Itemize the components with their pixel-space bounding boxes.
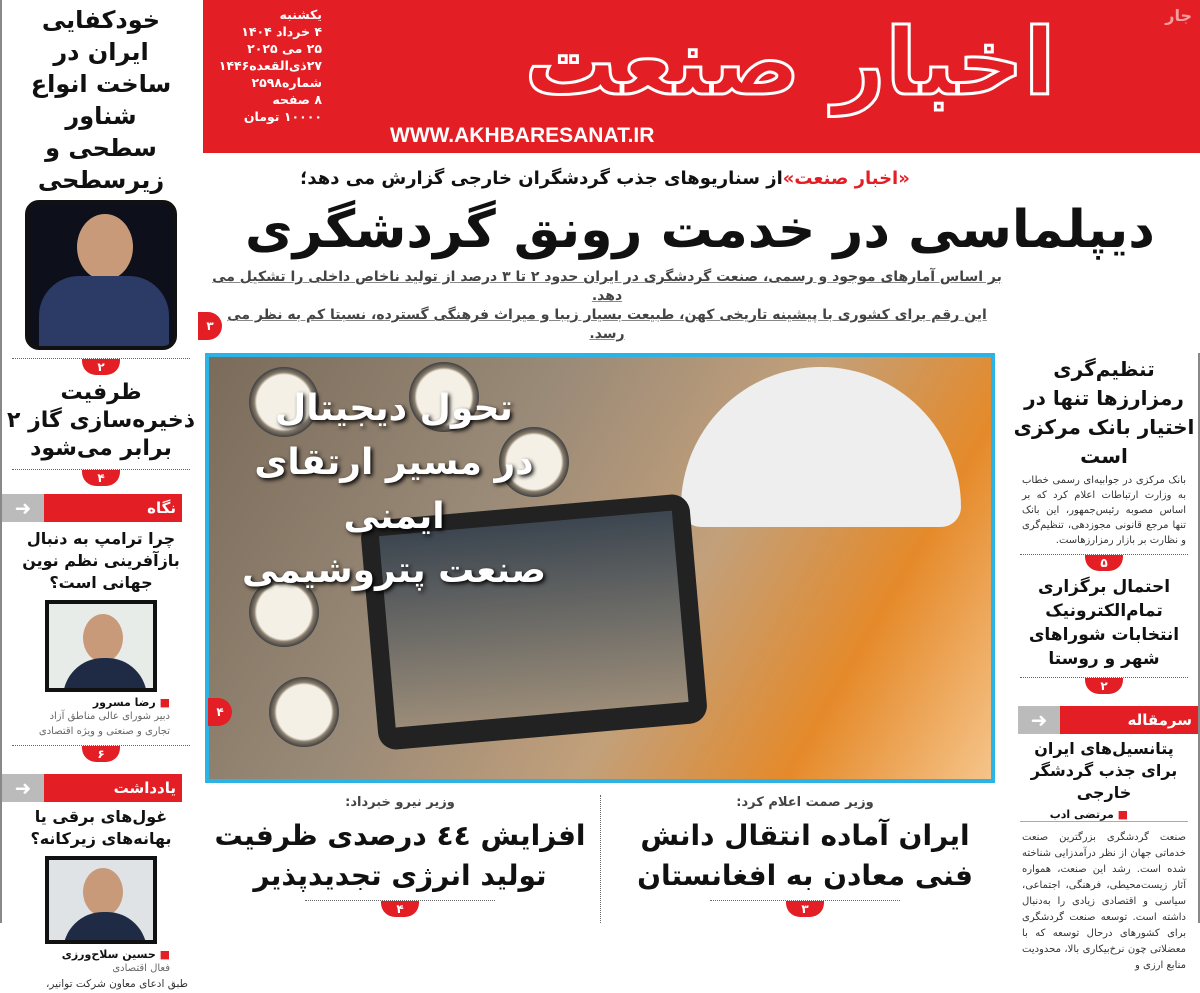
lead-kicker — [200, 166, 1010, 192]
date-solar: ۴ خرداد ۱۴۰۴ — [241, 24, 322, 39]
page-badge[interactable]: ۴ — [208, 698, 232, 726]
story-headline[interactable]: ظرفیت ذخیره‌سازی گاز ۲ برابر می‌شود — [7, 380, 195, 461]
story-renewables[interactable] — [205, 795, 595, 917]
story-kicker: وزیر صمت اعلام کرد: — [736, 795, 874, 810]
author-role: تجاری و صنعتی و ویژه اقتصادی — [38, 726, 170, 737]
photo-title-line: در مسیر ارتقای ایمنی — [254, 442, 534, 537]
story-headline[interactable]: پتانسیل‌های ایران برای جذب گردشگر خارجی — [1030, 739, 1178, 802]
author-name: ■ حسین سلاح‌ورزی — [2, 948, 200, 961]
masthead — [203, 0, 1200, 153]
right-column — [1010, 353, 1200, 971]
left-column — [0, 0, 200, 990]
face — [83, 614, 123, 662]
story-headline: افزایش ٤٤ درصدی ظرفیت تولید انرژی تجدیدپذیر — [214, 819, 586, 892]
general-photo — [25, 200, 177, 350]
helmet — [681, 367, 961, 527]
author-name: ■ مرتضی ادب — [1020, 808, 1188, 822]
story-headline[interactable]: تنظیم‌گری رمزارزها تنها در اختیار بانک مرکزی است — [1013, 357, 1195, 468]
section-label: نگاه — [44, 494, 182, 522]
summary-line: این رقم برای کشوری با پیشینه تاریخی کهن، طبیعت بسیار زیبا و میراث فرهنگی گسترده، نسبتا کم به نظر می رسد. — [227, 307, 987, 342]
issue-number: شماره۲۵۹۸ — [251, 75, 322, 90]
page-badge[interactable]: ۵ — [1085, 555, 1123, 571]
section-header-yaddasht — [2, 774, 182, 802]
watermark: جار — [1165, 6, 1192, 25]
photo-title-line: تحول دیجیتال — [275, 388, 513, 429]
page-badge[interactable]: ۳ — [786, 901, 824, 917]
lead-headline[interactable]: دیپلماسی در خدمت رونق گردشگری — [245, 200, 1155, 260]
price: ۱۰۰۰۰ تومان — [243, 109, 322, 124]
arrow-icon: ➜ — [2, 494, 44, 522]
date-lunar: ۲۷ذی‌القعده۱۴۴۶ — [218, 58, 322, 73]
suit — [63, 658, 147, 692]
story-body: بانک مرکزی در جوابیه‌ای رسمی خطاب به وزارت ارتباطات اعلام کرد که بر اساس مصوبه رئیس‌جمهور، این بانک تنها مرجع قانونی مجوزدهی، تنظیم‌گری و نظارت بر بازار رمزارزهاست. — [1022, 475, 1186, 546]
author-role: دبیر شورای عالی مناطق آزاد — [49, 711, 170, 722]
arrow-icon: ➜ — [1018, 706, 1060, 734]
photo-title-line: صنعت پتروشیمی — [241, 550, 547, 591]
page-badge[interactable]: ۲ — [1085, 678, 1123, 694]
story-headline: خودکفایی ایران در ساخت انواع شناور سطحی و زیرسطحی — [30, 6, 172, 194]
section-label: سرمقاله — [1060, 706, 1198, 734]
uniform — [39, 276, 169, 350]
divider — [600, 795, 601, 923]
weekday: یکشنبه — [279, 7, 322, 22]
story-shenavar[interactable] — [2, 0, 200, 350]
author-name: ■ رضا مسرور — [2, 696, 200, 709]
story-headline: ایران آماده انتقال دانش فنی معادن به افغانستان — [637, 819, 973, 892]
newspaper-logo: اخبار صنعت — [524, 9, 1056, 116]
arrow-icon: ➜ — [2, 774, 44, 802]
date-gregorian: ۲۵ می ۲۰۲۵ — [247, 41, 322, 56]
page-count: ۸ صفحه — [272, 92, 322, 107]
section-header-negah — [2, 494, 182, 522]
section-header-editorial — [1018, 706, 1198, 734]
story-headline[interactable]: احتمال برگزاری تمام‌الکترونیک انتخابات شوراهای شهر و روستا — [1028, 577, 1180, 669]
page-badge[interactable]: ۴ — [381, 901, 419, 917]
page-badge[interactable]: ۳ — [198, 312, 222, 340]
kicker-brand: «اخبار صنعت» — [782, 168, 910, 189]
story-kicker: وزیر نیرو خبرداد: — [345, 795, 455, 810]
summary-line: بر اساس آمارهای موجود و رسمی، صنعت گردشگری در ایران حدود ۲ تا ۳ درصد از تولید ناخاص داخلی را تشکیل می دهد. — [212, 269, 1002, 304]
author-photo — [45, 600, 157, 692]
face — [77, 214, 133, 280]
website-url[interactable]: WWW.AKHBARESANAT.IR — [390, 124, 655, 147]
story-body: طبق ادعای معاون شرکت توانیر، — [45, 978, 188, 990]
pressure-gauge — [269, 677, 339, 747]
story-headline[interactable]: غول‌های برقی یا بهانه‌های زیرکانه؟ — [30, 807, 172, 848]
kicker-text: از سناریوهای جذب گردشگران خارجی گزارش می دهد؛ — [300, 168, 783, 189]
lead-summary — [212, 268, 1002, 344]
photo-title — [229, 382, 559, 598]
author-role: فعال اقتصادی — [112, 963, 170, 974]
story-mines[interactable] — [610, 795, 1000, 917]
suit — [63, 912, 147, 944]
page-badge[interactable]: ۶ — [82, 746, 120, 762]
page-badge[interactable]: ۲ — [82, 359, 120, 375]
author-photo — [45, 856, 157, 944]
section-label: یادداشت — [44, 774, 182, 802]
main-photo[interactable] — [205, 353, 995, 783]
issue-info — [212, 6, 322, 125]
story-headline[interactable]: چرا ترامپ به دنبال بازآفرینی نظم نوین جهانی است؟ — [22, 529, 180, 592]
face — [83, 868, 123, 916]
story-body: صنعت گردشگری بزرگترین صنعت خدماتی جهان از نظر درآمدزایی شناخته شده است. رشد این صنعت، همواره آثار زیست‌محیطی، فرهنگی، اجتماعی، سیاسی و اقتصادی زیادی را به‌دنبال داشته است. توسعه صنعت گردشگری برای کشورهای درحال توسعه که با معضلاتی چون نرخ‌بیکاری بالا، محدودیت منابع ارزی و — [1022, 832, 1186, 971]
page-badge[interactable]: ۴ — [82, 470, 120, 486]
